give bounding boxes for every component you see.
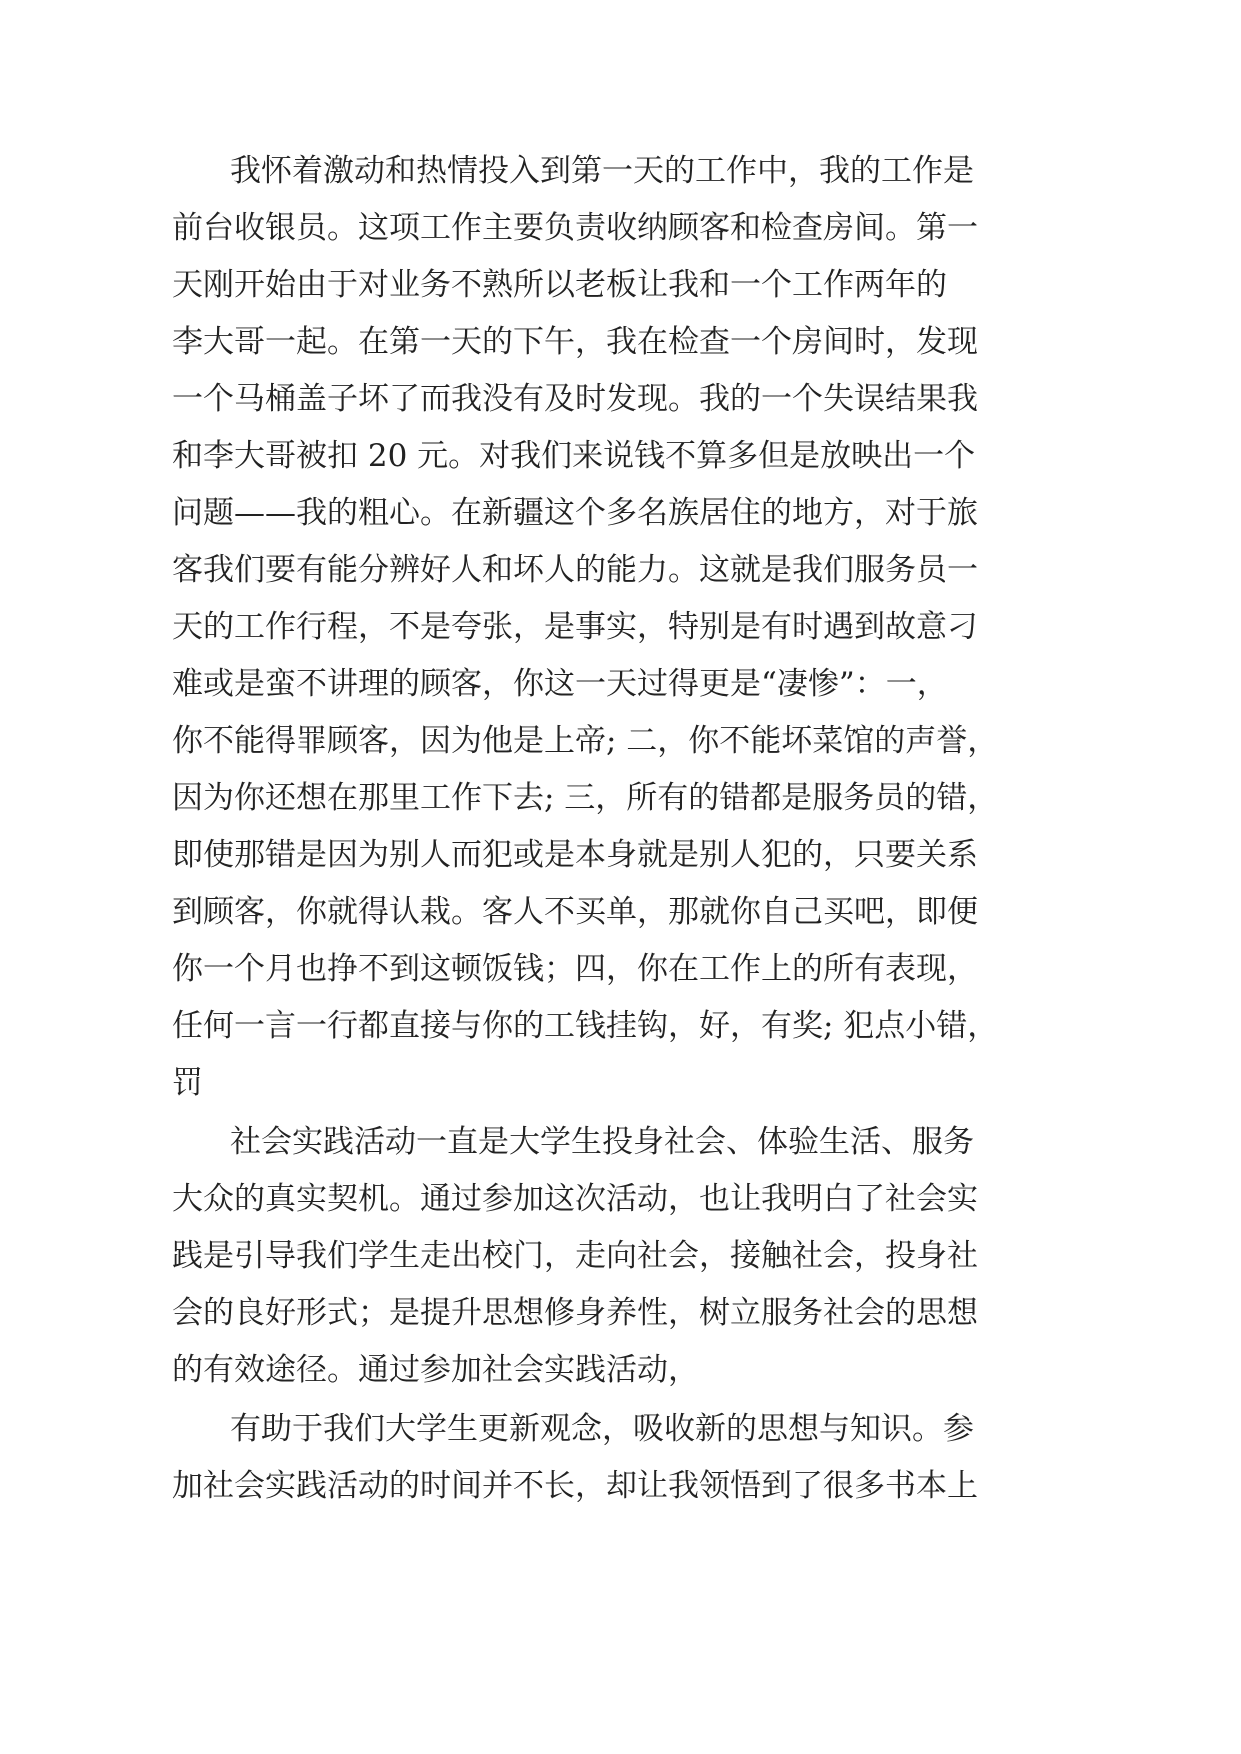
paragraph-1-line-6: 和李大哥被扣 20 元。对我们来说钱不算多但是放映出一个: [172, 438, 976, 474]
paragraph-2-line-5: 的有效途径。通过参加社会实践活动，: [172, 1352, 699, 1388]
paragraph-1-line-16: 任何一言一行都直接与你的工钱挂钩，好，有奖; 犯点小错，: [172, 1008, 999, 1044]
paragraph-1-line-17: 罚: [172, 1065, 203, 1101]
paragraph-2-line-4: 会的良好形式；是提升思想修身养性，树立服务社会的思想: [172, 1295, 978, 1331]
paragraph-3-line-1: 有助于我们大学生更新观念，吸收新的思想与知识。参: [230, 1411, 974, 1447]
paragraph-1-line-1: 我怀着激动和热情投入到第一天的工作中，我的工作是: [230, 153, 974, 189]
paragraph-1-line-2: 前台收银员。这项工作主要负责收纳顾客和检查房间。第一: [172, 210, 978, 246]
paragraph-1-line-5: 一个马桶盖子坏了而我没有及时发现。我的一个失误结果我: [172, 381, 978, 417]
paragraph-1-line-12: 因为你还想在那里工作下去; 三，所有的错都是服务员的错，: [172, 780, 999, 816]
paragraph-1-line-11: 你不能得罪顾客，因为他是上帝; 二，你不能坏菜馆的声誉，: [172, 723, 999, 759]
paragraph-1-line-8: 客我们要有能分辨好人和坏人的能力。这就是我们服务员一: [172, 552, 978, 588]
paragraph-1-line-10: 难或是蛮不讲理的顾客，你这一天过得更是“凄惨”：一，: [172, 666, 948, 702]
paragraph-1-line-14: 到顾客，你就得认栽。客人不买单，那就你自己买吧，即便: [172, 894, 978, 930]
paragraph-1-line-13: 即使那错是因为别人而犯或是本身就是别人犯的，只要关系: [172, 837, 978, 873]
paragraph-1-line-15: 你一个月也挣不到这顿饭钱；四，你在工作上的所有表现，: [172, 951, 978, 987]
paragraph-2-line-3: 践是引导我们学生走出校门，走向社会，接触社会，投身社: [172, 1238, 978, 1274]
paragraph-2-line-1: 社会实践活动一直是大学生投身社会、体验生活、服务: [230, 1124, 974, 1160]
paragraph-3-line-2: 加社会实践活动的时间并不长，却让我领悟到了很多书本上: [172, 1468, 978, 1504]
paragraph-1-line-3: 天刚开始由于对业务不熟所以老板让我和一个工作两年的: [172, 267, 947, 303]
paragraph-1-line-9: 天的工作行程，不是夸张，是事实，特别是有时遇到故意刁: [172, 609, 978, 645]
paragraph-1-line-7: 问题——我的粗心。在新疆这个多名族居住的地方，对于旅: [172, 495, 978, 531]
paragraph-2-line-2: 大众的真实契机。通过参加这次活动，也让我明白了社会实: [172, 1181, 978, 1217]
paragraph-1-line-4: 李大哥一起。在第一天的下午，我在检查一个房间时，发现: [172, 324, 978, 360]
